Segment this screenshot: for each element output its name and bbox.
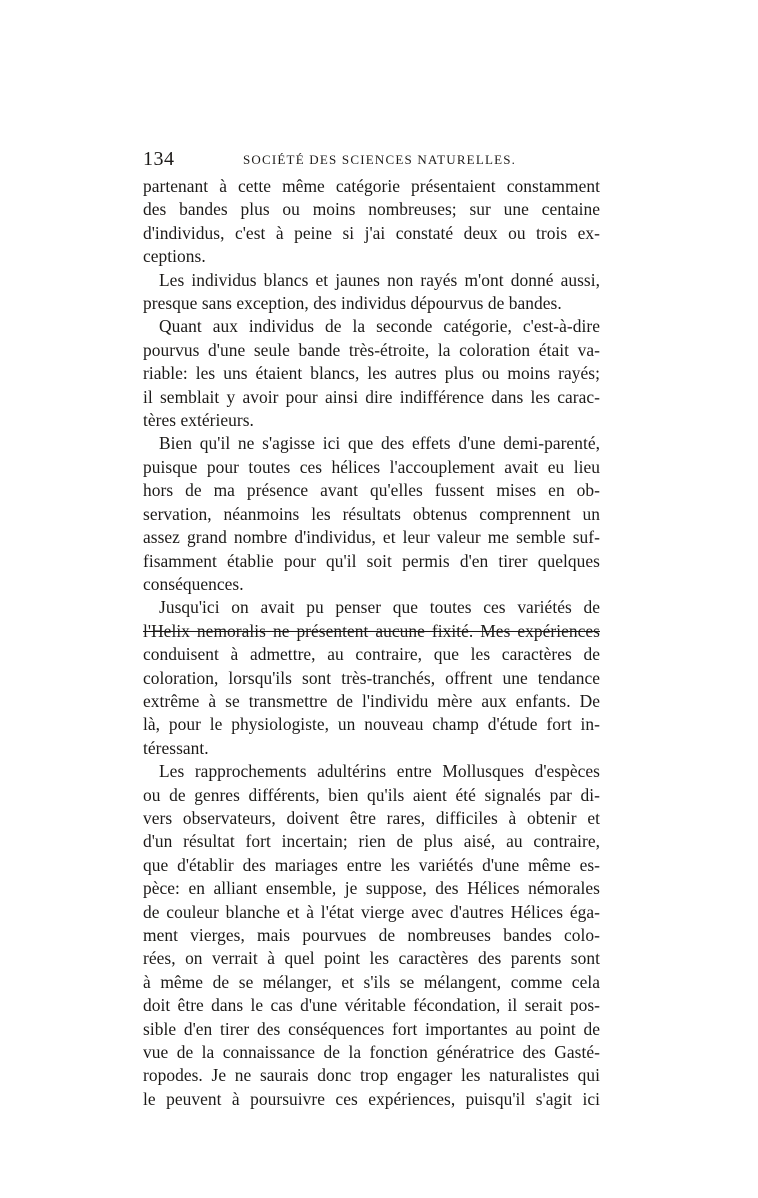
text-line: coloration, lorsqu'ils sont très-tranchés, offrent une tendance — [143, 667, 600, 688]
text-line: il semblait y avoir pour ainsi dire indifférence dans les carac- — [143, 386, 600, 407]
text-line: riable: les uns étaient blancs, les autres plus ou moins rayés; — [143, 363, 600, 384]
text-line: assez grand nombre d'individus, et leur valeur me semble suf- — [143, 527, 600, 548]
text-line: Quant aux individus de la seconde catégorie, c'est-à-dire — [159, 316, 600, 337]
text-line: puisque pour toutes ces hélices l'accouplement avait eu lieu — [143, 456, 600, 477]
text-line: ou de genres différents, bien qu'ils aient été signalés par di- — [143, 784, 600, 805]
text-line: conséquences. — [143, 573, 244, 594]
text-line: presque sans exception, des individus dépourvus de bandes. — [143, 293, 562, 314]
text-line: hors de ma présence avant qu'elles fussent mises en ob- — [143, 480, 600, 501]
text-line: servation, néanmoins les résultats obtenus comprennent un — [143, 503, 600, 524]
text-line: d'individus, c'est à peine si j'ai constaté deux ou trois ex- — [143, 222, 600, 243]
text-line: que d'établir des mariages entre les variétés d'une même es- — [143, 854, 600, 875]
text-line: l'Helix nemoralis ne présentent aucune fixité. Mes expériences — [143, 620, 600, 641]
text-line: ment vierges, mais pourvues de nombreuses bandes colo- — [143, 925, 600, 945]
text-line: sible d'en tirer des conséquences fort importantes au point de — [143, 1018, 600, 1039]
text-line: Les rapprochements adultérins entre Mollusques d'espèces — [159, 761, 600, 782]
text-line: Bien qu'il ne s'agisse ici que des effets d'une demi-parenté, — [159, 433, 600, 454]
text-line: Jusqu'ici on avait pu penser que toutes ces variétés de — [159, 597, 600, 618]
text-line: le peuvent à poursuivre ces expériences, puisqu'il s'agit ici — [143, 1088, 600, 1109]
text-line: partenant à cette même catégorie présentaient constamment — [143, 176, 600, 196]
text-line: Les individus blancs et jaunes non rayés m'ont donné aussi, — [159, 269, 600, 290]
text-line: extrême à se transmettre de l'individu mère aux enfants. De — [143, 690, 600, 711]
page-header — [143, 146, 598, 172]
text-line: pèce: en alliant ensemble, je suppose, des Hélices némorales — [143, 878, 600, 899]
text-line: téressant. — [143, 737, 209, 758]
text-line: ceptions. — [143, 246, 206, 267]
text-line: de couleur blanche et à l'état vierge avec d'autres Hélices éga- — [143, 901, 600, 922]
text-line: des bandes plus ou moins nombreuses; sur une centaine — [143, 199, 600, 220]
text-line: vers observateurs, doivent être rares, difficiles à obtenir et — [143, 807, 600, 828]
text-line: pourvus d'une seule bande très-étroite, la coloration était va- — [143, 339, 600, 360]
text-line: vue de la connaissance de la fonction génératrice des Gasté- — [143, 1042, 600, 1063]
text-line: à même de se mélanger, et s'ils se mélangent, comme cela — [143, 971, 600, 992]
running-head: SOCIÉTÉ DES SCIENCES NATURELLES. — [243, 152, 517, 167]
text-line: conduisent à admettre, au contraire, que les caractères de — [143, 644, 600, 665]
text-line: d'un résultat fort incertain; rien de plus aisé, au contraire, — [143, 831, 600, 852]
text-line: là, pour le physiologiste, un nouveau champ d'étude fort in- — [143, 714, 600, 735]
text-line: doit être dans le cas d'une véritable fécondation, il serait pos- — [143, 995, 600, 1016]
body-text — [143, 175, 600, 1111]
text-line: rées, on verrait à quel point les caractères des parents sont — [143, 948, 600, 969]
text-line: tères extérieurs. — [143, 410, 254, 431]
text-line: fisamment établie pour qu'il soit permis d'en tirer quelques — [143, 550, 600, 571]
page-number: 134 — [143, 148, 175, 170]
text-line: ropodes. Je ne saurais donc trop engager les naturalistes qui — [143, 1065, 600, 1086]
